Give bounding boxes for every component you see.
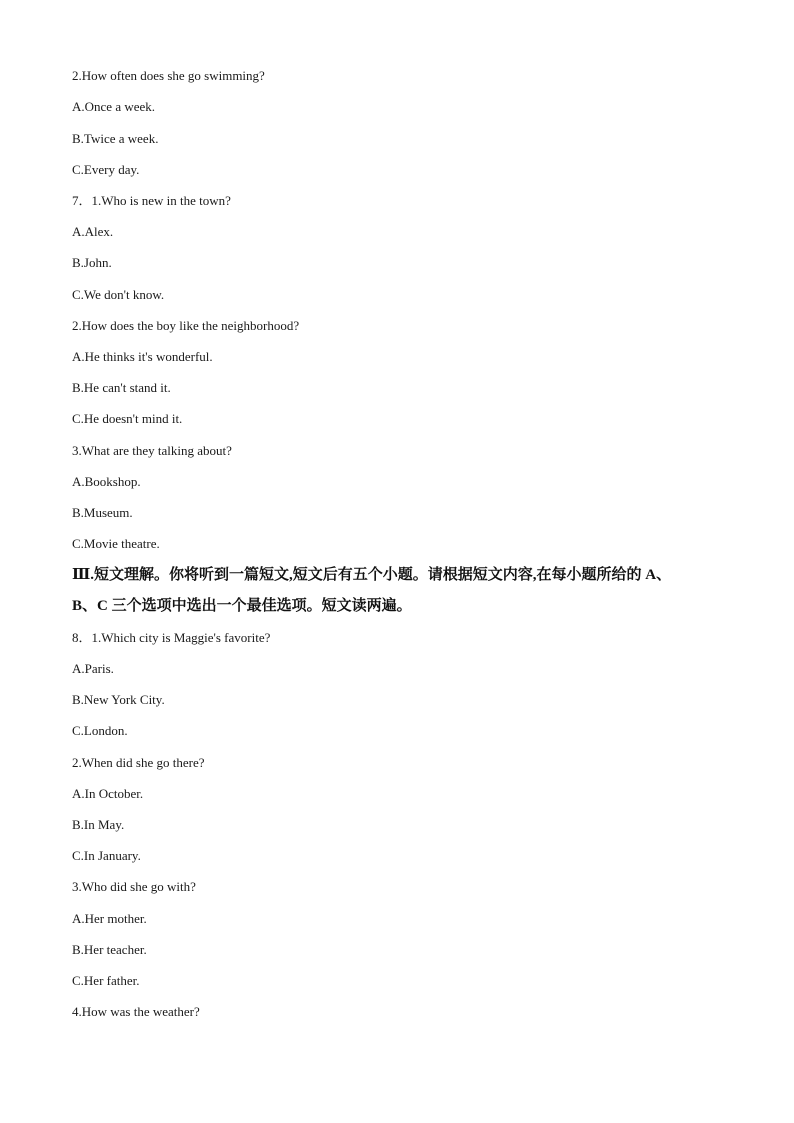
option-8-1-c: C.London. xyxy=(72,723,128,738)
option-7-3-a: A.Bookshop. xyxy=(72,474,141,489)
option-8-3-c: C.Her father. xyxy=(72,973,140,988)
option-8-3-a: A.Her mother. xyxy=(72,911,147,926)
option-6-2-c: C.Every day. xyxy=(72,162,140,177)
question-7-2: 2.How does the boy like the neighborhood? xyxy=(72,318,300,333)
option-8-2-a: A.In October. xyxy=(72,786,144,801)
option-7-1-c: C.We don't know. xyxy=(72,287,165,302)
option-8-2-c: C.In January. xyxy=(72,848,141,863)
option-7-2-b: B.He can't stand it. xyxy=(72,380,171,395)
question-8-1: 8．1.Which city is Maggie's favorite? xyxy=(72,630,271,645)
question-8-4: 4.How was the weather? xyxy=(72,1004,200,1019)
question-6-2: 2.How often does she go swimming? xyxy=(72,68,265,83)
question-8-2: 2.When did she go there? xyxy=(72,755,205,770)
question-8-3: 3.Who did she go with? xyxy=(72,879,196,894)
question-7-1: 7．1.Who is new in the town? xyxy=(72,193,231,208)
section-heading-line-2: B、C 三个选项中选出一个最佳选项。短文读两遍。 xyxy=(72,598,412,614)
option-6-2-b: B.Twice a week. xyxy=(72,131,159,146)
option-7-2-a: A.He thinks it's wonderful. xyxy=(72,349,213,364)
option-8-1-a: A.Paris. xyxy=(72,661,114,676)
option-8-2-b: B.In May. xyxy=(72,817,125,832)
option-7-3-b: B.Museum. xyxy=(72,505,133,520)
option-6-2-a: A.Once a week. xyxy=(72,99,156,114)
option-7-2-c: C.He doesn't mind it. xyxy=(72,411,183,426)
section-heading-line-1: Ⅲ.短文理解。你将听到一篇短文,短文后有五个小题。请根据短文内容,在每小题所给的 A、 xyxy=(72,567,672,583)
option-7-3-c: C.Movie theatre. xyxy=(72,536,160,551)
option-8-1-b: B.New York City. xyxy=(72,692,165,707)
option-7-1-a: A.Alex. xyxy=(72,224,114,239)
option-8-3-b: B.Her teacher. xyxy=(72,942,147,957)
option-7-1-b: B.John. xyxy=(72,255,112,270)
question-7-3: 3.What are they talking about? xyxy=(72,443,232,458)
